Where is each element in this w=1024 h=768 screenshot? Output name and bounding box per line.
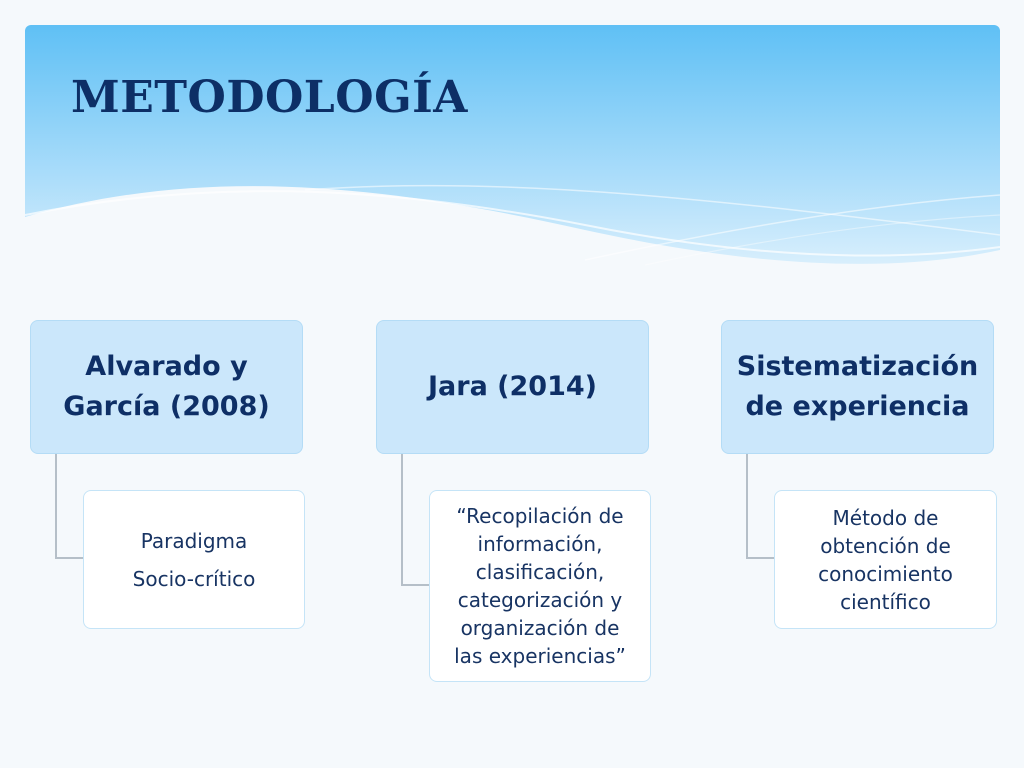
title-banner bbox=[25, 25, 1000, 295]
detail-line: Socio-crítico bbox=[132, 566, 256, 591]
header-line: Alvarado y bbox=[85, 351, 248, 382]
detail-line: las experiencias” bbox=[454, 644, 626, 668]
detail-box-paradigma bbox=[83, 490, 305, 629]
banner-wave-graphic bbox=[25, 25, 1000, 295]
detail-line: obtención de bbox=[820, 533, 951, 558]
slide-title: METODOLOGÍA bbox=[71, 72, 468, 123]
header-line: Sistematización bbox=[736, 351, 979, 382]
detail-box-metodo bbox=[774, 490, 997, 629]
detail-line: categorización y bbox=[457, 588, 623, 612]
detail-line: información, bbox=[477, 532, 603, 556]
detail-line: Paradigma bbox=[140, 528, 248, 553]
header-card-jara bbox=[376, 320, 649, 454]
detail-line: clasificación, bbox=[475, 560, 605, 584]
header-line: de experiencia bbox=[745, 391, 970, 422]
detail-line: “Recopilación de bbox=[456, 504, 624, 528]
detail-line: Método de bbox=[832, 505, 939, 530]
header-card-sistematizacion bbox=[721, 320, 994, 454]
header-line: Jara (2014) bbox=[427, 371, 598, 402]
detail-line: organización de bbox=[460, 616, 620, 640]
detail-line: científico bbox=[840, 589, 931, 614]
header-line: García (2008) bbox=[63, 391, 270, 422]
header-card-alvarado bbox=[30, 320, 303, 454]
detail-box-recopilacion bbox=[429, 490, 651, 682]
detail-line: conocimiento bbox=[818, 561, 953, 586]
